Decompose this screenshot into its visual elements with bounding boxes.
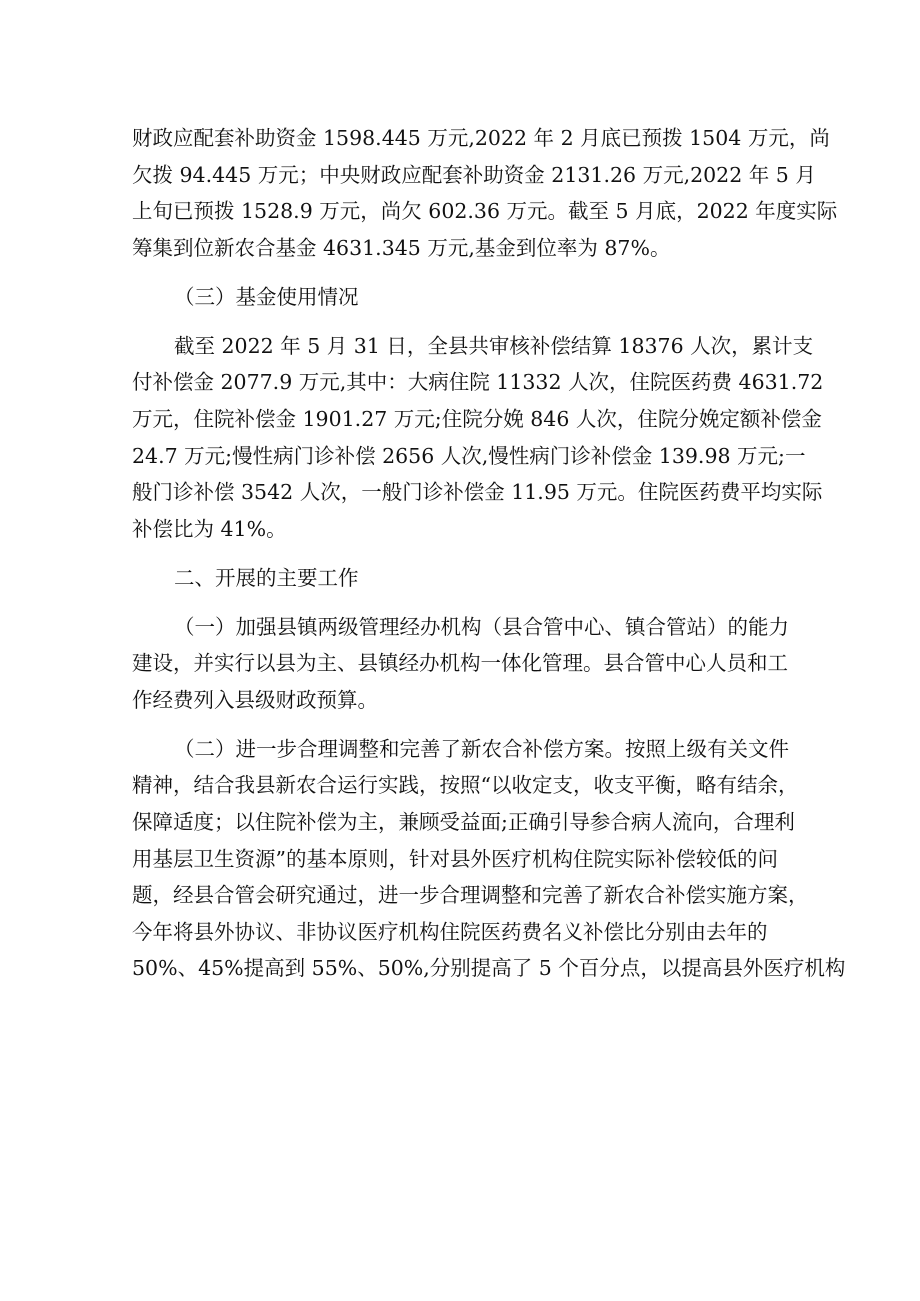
paragraph-fund-raising [132, 120, 838, 266]
text-line: 精神，结合我县新农合运行实践，按照“以收定支，收支平衡，略有结余， [132, 773, 799, 798]
paragraph-fund-use [132, 328, 824, 548]
text-line: 欠拨 94.445 万元；中央财政应配套补助资金 2131.26 万元,2022 年 5 月 [132, 162, 816, 187]
document-body [132, 120, 846, 987]
paragraph-compensation-plan [132, 731, 846, 987]
text-line: 上旬已预拨 1528.9 万元，尚欠 602.36 万元。截至 5 月底，2022 年度实际 [132, 199, 838, 224]
text-line: （一）加强县镇两级管理经办机构（县合管中心、镇合管站）的能力 [174, 614, 789, 639]
text-line: 补偿比为 41%。 [132, 516, 287, 541]
text-line: 万元，住院补偿金 1901.27 万元;住院分娩 846 人次，住院分娩定额补偿金 [132, 406, 822, 431]
text-line: 截至 2022 年 5 月 31 日，全县共审核补偿结算 18376 人次，累计支 [174, 333, 814, 358]
text-line: 建设，并实行以县为主、县镇经办机构一体化管理。县合管中心人员和工 [132, 651, 788, 676]
text-line: 作经费列入县级财政预算。 [132, 687, 378, 712]
section-heading-main-work: 二、开展的主要工作 [174, 565, 359, 590]
text-line: 24.7 万元;慢性病门诊补偿 2656 人次,慢性病门诊补偿金 139.98 万元;一 [132, 443, 806, 468]
text-line: 付补偿金 2077.9 万元,其中：大病住院 11332 人次，住院医药费 4631.72 [132, 370, 824, 395]
text-line: 题，经县合管会研究通过，进一步合理调整和完善了新农合补偿实施方案， [132, 883, 809, 908]
paragraph-management [132, 609, 800, 719]
text-line: （二）进一步合理调整和完善了新农合补偿方案。按照上级有关文件 [174, 736, 789, 761]
section-heading-fund-use: （三）基金使用情况 [174, 284, 359, 309]
text-line: 50%、45%提高到 55%、50%,分别提高了 5 个百分点，以提高县外医疗机构 [132, 956, 846, 981]
text-line: 筹集到位新农合基金 4631.345 万元,基金到位率为 87%。 [132, 235, 671, 260]
text-line: 保障适度；以住院补偿为主，兼顾受益面;正确引导参合病人流向，合理利 [132, 810, 795, 835]
text-line: 今年将县外协议、非协议医疗机构住院医药费名义补偿比分别由去年的 [132, 919, 768, 944]
text-line: 用基层卫生资源”的基本原则，针对县外医疗机构住院实际补偿较低的问 [132, 846, 778, 871]
text-line: 般门诊补偿 3542 人次，一般门诊补偿金 11.95 万元。住院医药费平均实际 [132, 480, 823, 505]
text-line: 财政应配套补助资金 1598.445 万元,2022 年 2 月底已预拨 1504 万元，尚 [132, 126, 830, 150]
